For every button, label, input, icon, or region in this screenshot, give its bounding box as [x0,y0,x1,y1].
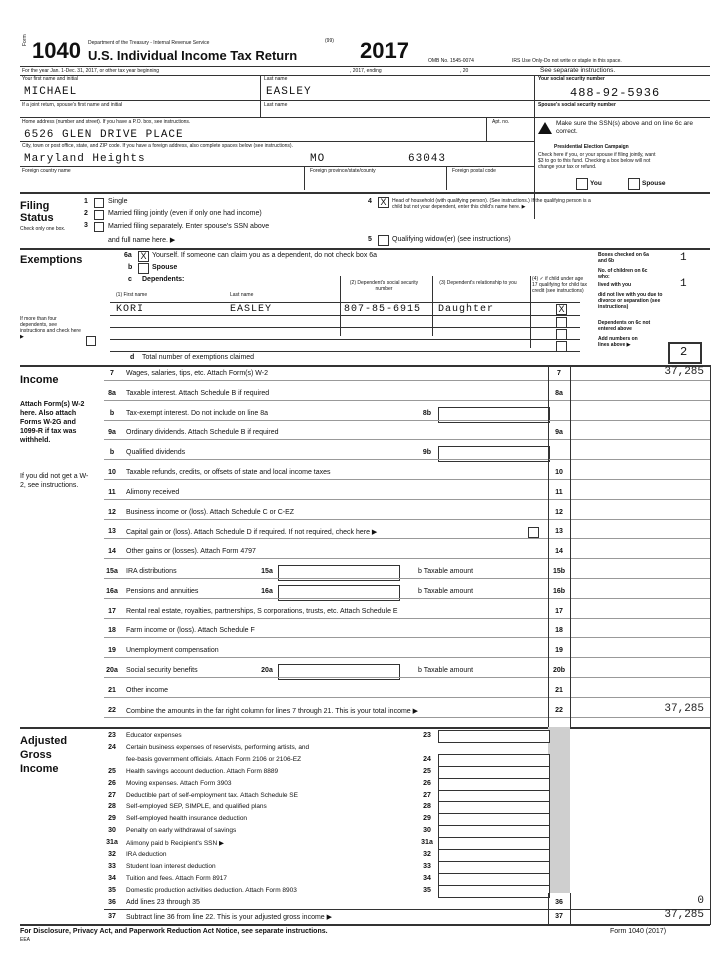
agi-line-text: Student loan interest deduction [126,863,216,870]
col-dependent-ssn: (2) Dependent's social security number [349,280,419,292]
income-line-text: Other income [126,687,169,694]
dependent-first-name[interactable]: KORI [116,304,145,315]
agi-line-box: 35 [423,887,431,894]
income-line-num: 20a [106,667,118,674]
ending-label: , 2017, ending [350,68,382,74]
income-line-num: 17 [108,608,116,615]
filing-hoh-checkbox[interactable]: X [378,197,389,208]
income-line-num: 22 [108,707,116,714]
income-title: Income [20,374,59,386]
col-last-name: Last name [230,292,254,298]
first-name-field[interactable]: MICHAEL [24,86,78,98]
dependent-last-name[interactable]: EASLEY [230,304,273,315]
income-line-text: Combine the amounts in the far right column for lines 7 through 21. This is your total income ▶ [126,708,419,715]
check-only-one: Check only one box. [20,226,66,232]
state-field[interactable]: MO [310,153,326,165]
income-line-num: 18 [108,627,116,634]
income-line-text: Other gains or (losses). Attach Form 4797 [126,548,256,555]
ending-year: , 20 [460,68,469,74]
address-label: Home address (number and street). If you have a P.O. box, see instructions. [22,119,191,125]
agi-line-box: 31a [421,839,433,846]
income-line-box: 11 [555,489,563,496]
first-name-label: Your first name and initial [22,76,78,82]
agi-line-text: Moving expenses. Attach Form 3903 [126,780,232,787]
line-37-text: Subtract line 36 from line 22. This is your adjusted gross income ▶ [126,914,333,921]
agi-line-text: Penalty on early withdrawal of savings [126,827,237,834]
income-line-text: Alimony received [126,489,180,496]
agi-line-box: 29 [423,815,431,822]
income-line-box: 7 [557,370,561,377]
privacy-notice: For Disclosure, Privacy Act, and Paperwork Reduction Act Notice, see separate instructions. [20,928,328,935]
agi-amount-field[interactable] [438,730,550,743]
agi-line-num: 29 [108,815,116,822]
agi-line-num: 26 [108,780,116,787]
form-1040 [20,34,710,943]
income-mid-box-label: 9b [422,449,432,456]
last-name-label: Last name [264,76,288,82]
income-mid-box-label: 16a [261,588,273,595]
income-line-num: 16a [106,588,118,595]
filing-separate-label: Married filing separately. Enter spouse's SSN above [108,223,270,230]
income-mid-box-label: 15a [261,568,273,575]
agi-line-text: Self-employed health insurance deduction [126,815,248,822]
income-line-box: 17 [555,608,563,615]
agi-line-num: 33 [108,863,116,870]
side-children: No. of children on 6c who: [598,268,648,280]
department: Department of the Treasury - Internal Revenue Service [88,40,210,46]
pec-title: Presidential Election Campaign [554,144,629,150]
income-line-num: 19 [108,647,116,654]
col-first-name: (1) First name [116,292,148,298]
form-title: U.S. Individual Income Tax Return [88,48,298,63]
filing-widow-checkbox[interactable] [378,235,389,246]
line-36-text: Add lines 23 through 35 [126,899,200,906]
line-6a-text: Yourself. If someone can claim you as a dependent, do not check box 6a [152,252,378,259]
income-line-box: 20b [552,667,566,674]
pec-you-checkbox[interactable] [576,178,588,190]
income-line-text: Wages, salaries, tips, etc. Attach Form(s) W-2 [126,370,268,377]
col-relationship: (3) Dependent's relationship to you [439,280,517,286]
children-lived-value[interactable]: 1 [680,278,688,290]
agi-line-num: 30 [108,827,116,834]
income-line-box: 18 [555,627,563,634]
pec-text: Check here if you, or your spouse if filing jointly, want $3 to go to this fund. Checking a box below will not change your tax or refund. [538,152,656,170]
income-line-num: 15a [106,568,118,575]
income-line-text: Business income or (loss). Attach Schedule C or C-EZ [126,509,295,516]
exemptions-title: Exemptions [20,254,83,266]
agi-line-text: Domestic production activities deduction. Attach Form 8903 [126,887,297,894]
ssn-field[interactable]: 488-92-5936 [570,86,661,100]
yourself-checkbox[interactable]: X [138,251,149,262]
filing-1-num: 1 [84,198,88,205]
more-than-four: If more than four dependents, see instructions and check here ▶ [20,316,81,340]
income-line-num: 21 [108,687,116,694]
agi-line-box: 24 [423,756,431,763]
side-lived-with: lived with you [598,282,632,288]
agi-line-box: 33 [423,863,431,870]
dependent-ssn[interactable]: 807-85-6915 [344,304,422,315]
total-exemptions-value: 2 [680,345,689,359]
income-line-box: 13 [555,528,563,535]
filing-joint-label: Married filing jointly (even if only one had income) [108,210,262,217]
eea-label: EEA [20,937,31,943]
dependent-relationship[interactable]: Daughter [438,304,495,315]
agi-line-box: 28 [423,803,431,810]
income-line-num: 9a [108,429,116,436]
line-6b-num: b [128,264,133,271]
dependent-child-credit-checkbox[interactable]: X [556,304,567,315]
filing-2-num: 2 [84,210,88,217]
income-line-text: Tax-exempt interest. Do not include on line 8a [126,410,269,417]
agi-line-text: Self-employed SEP, SIMPLE, and qualified plans [126,803,267,810]
capital-gain-checkbox[interactable] [528,527,539,538]
line-36-box: 36 [555,899,563,906]
form-label: Form [22,34,28,46]
agi-line-text: Health savings account deduction. Attach Form 8889 [126,768,279,775]
income-line-box: 12 [555,509,563,516]
agi-line-box: 32 [423,851,431,858]
col-child-credit: (4) ✓ if child under age 17 qualifying for child tax credit (see instructions) [532,276,588,294]
agi-line-box: 25 [423,768,431,775]
agi-line-text: Alimony paid b Recipient's SSN ▶ [126,840,225,847]
foreign-country-label: Foreign country name [22,168,71,174]
agi-line-box: 27 [423,792,431,799]
code: (99) [325,38,334,44]
income-line-num: 13 [108,528,116,535]
city-label: City, town or post office, state, and ZIP code. If you have a foreign address, also complete spaces below (see instructions). [22,143,293,149]
line-37-box: 37 [555,913,563,920]
agi-line-num: 25 [108,768,116,775]
income-line-num: 14 [108,548,116,555]
line-6c-text: Dependents: [142,276,185,283]
agi-line-text: IRA deduction [126,851,167,858]
form-reference: Form 1040 (2017) [610,928,667,935]
filing-hoh-label: Head of household (with qualifying person). (See instructions.) If the qualifying person is a child but not your dependent, enter this child's name here. ▶ [392,198,591,210]
taxable-amount-label: b Taxable amount [418,568,474,575]
line-37-num: 37 [108,913,116,920]
taxable-amount-label: b Taxable amount [418,667,474,674]
ssn-label: Your social security number [538,76,605,82]
income-line-num: b [109,449,115,456]
income-line-text: Pensions and annuities [126,588,199,595]
agi-line-box: 30 [423,827,431,834]
tax-year-line: For the year Jan. 1-Dec. 31, 2017, or other tax year beginning [22,68,160,74]
agi-line-text: Deductible part of self-employment tax. Attach Schedule SE [126,792,298,799]
income-line-box: 9a [555,429,563,436]
side-add-numbers: Add numbers on lines above ▶ [598,336,638,348]
filing-single-checkbox[interactable] [94,198,104,208]
income-line-text: Unemployment compensation [126,647,219,654]
income-line-box: 10 [555,469,563,476]
income-line-box: 15b [552,568,566,575]
line-6d-text: Total number of exemptions claimed [142,354,255,361]
agi-line-text: fee-basis government officials. Attach Form 2106 or 2106-EZ [126,756,302,763]
income-line-text: Capital gain or (loss). Attach Schedule D if required. If not required, check here ▶ [126,529,378,536]
line-36-amount[interactable]: 0 [697,895,704,907]
filing-separate-name: and full name here. ▶ [108,237,176,244]
side-boxes-checked: Boxes checked on 6a and 6b [598,252,649,264]
income-mid-box-label: 8b [422,410,432,417]
line-6c-num: c [128,276,132,283]
income-line-num: 11 [108,489,116,496]
income-line-num: b [109,410,115,417]
foreign-postal-label: Foreign postal code [452,168,496,174]
irs-use-only: IRS Use Only-Do not write or staple in this space. [512,58,622,64]
filing-widow-label: Qualifying widow(er) (see instructions) [392,236,511,243]
agi-title: Adjusted Gross Income [20,735,68,775]
ssn-warning: Make sure the SSN(s) above and on line 6c are correct. [556,120,693,135]
agi-line-num: 27 [108,792,116,799]
agi-line-box: 34 [423,875,431,882]
income-line-text: IRA distributions [126,568,177,575]
income-line-box: 22 [555,707,563,714]
income-line-amount[interactable]: 37,285 [664,366,704,378]
tax-year: 2017 [360,38,409,63]
side-did-not-live: did not live with you due to divorce or separation (see instructions) [598,292,663,310]
income-line-box: 19 [555,647,563,654]
income-line-text: Taxable interest. Attach Schedule B if required [126,390,270,397]
line-6b-text: Spouse [152,264,178,271]
agi-line-num: 32 [108,851,116,858]
income-line-text: Taxable refunds, credits, or offsets of state and local income taxes [126,469,331,476]
boxes-checked-value[interactable]: 1 [680,252,688,264]
side-dependents-not-entered: Dependents on 6c not entered above [598,320,651,332]
filing-separate-checkbox[interactable] [94,222,104,232]
line-37-amount[interactable]: 37,285 [664,909,704,921]
income-line-box: 8a [555,390,563,397]
spouse-checkbox[interactable] [138,263,149,274]
pec-spouse-checkbox[interactable] [628,178,640,190]
more-dependents-checkbox[interactable] [86,336,96,346]
pec-you-label: You [590,180,602,187]
taxable-amount-label: b Taxable amount [418,588,474,595]
address-field[interactable]: 6526 GLEN DRIVE PLACE [24,129,184,141]
agi-line-num: 28 [108,803,116,810]
filing-3-num: 3 [84,222,88,229]
agi-line-box: 26 [423,780,431,787]
no-w2-note: If you did not get a W-2, see instructions. [20,473,89,489]
agi-line-num: 24 [108,744,116,751]
income-line-text: Rental real estate, royalties, partnerships, S corporations, trusts, etc. Attach Schedule E [126,608,398,615]
city-field[interactable]: Maryland Heights [24,153,146,165]
income-line-box: 16b [552,588,566,595]
agi-line-text: Tuition and fees. Attach Form 8917 [126,875,227,882]
income-line-text: Farm income or (loss). Attach Schedule F [126,627,255,634]
spouse-name-label: If a joint return, spouse's first name and initial [22,102,123,108]
spouse-last-label: Last name [264,102,288,108]
apt-label: Apt. no. [492,119,510,125]
agi-amount-field[interactable] [438,885,550,898]
agi-line-text: Educator expenses [126,732,182,739]
last-name-field[interactable]: EASLEY [266,86,312,98]
agi-line-num: 34 [108,875,116,882]
income-line-num: 10 [108,469,116,476]
line-6a-num: 6a [124,252,132,259]
income-line-amount[interactable]: 37,285 [664,703,704,715]
see-instructions: See separate instructions. [540,67,616,74]
pec-spouse-label: Spouse [642,180,666,187]
income-mid-box-label: 20a [261,667,273,674]
agi-line-num: 23 [108,732,116,739]
line-36-num: 36 [108,899,116,906]
income-line-num: 7 [110,370,114,377]
filing-single-label: Single [108,198,128,205]
agi-line-text: Certain business expenses of reservists, performing artists, and [126,744,310,751]
spouse-ssn-label: Spouse's social security number [538,102,616,108]
form-number: 1040 [32,38,81,63]
income-line-box: 21 [555,687,563,694]
attach-w2-note: Attach Form(s) W-2 here. Also attach Forms W-2G and 1099-R if tax was withheld. [20,401,85,444]
warning-triangle-icon [538,122,552,134]
filing-5-num: 5 [368,236,372,243]
foreign-province-label: Foreign province/state/county [310,168,376,174]
filing-4-num: 4 [368,198,372,205]
omb-number: OMB No. 1545-0074 [428,58,474,64]
income-line-text: Qualified dividends [126,449,186,456]
agi-line-num: 31a [106,839,118,846]
zip-field[interactable]: 63043 [408,153,447,165]
income-line-num: 8a [108,390,116,397]
income-line-num: 12 [108,509,116,516]
income-line-text: Social security benefits [126,667,198,674]
agi-line-box: 23 [423,732,431,739]
income-line-text: Ordinary dividends. Attach Schedule B if required [126,429,279,436]
filing-status-title: Filing Status [20,200,54,224]
agi-line-num: 35 [108,887,116,894]
filing-joint-checkbox[interactable] [94,210,104,220]
line-6d-num: d [130,354,135,361]
income-line-box: 14 [555,548,563,555]
